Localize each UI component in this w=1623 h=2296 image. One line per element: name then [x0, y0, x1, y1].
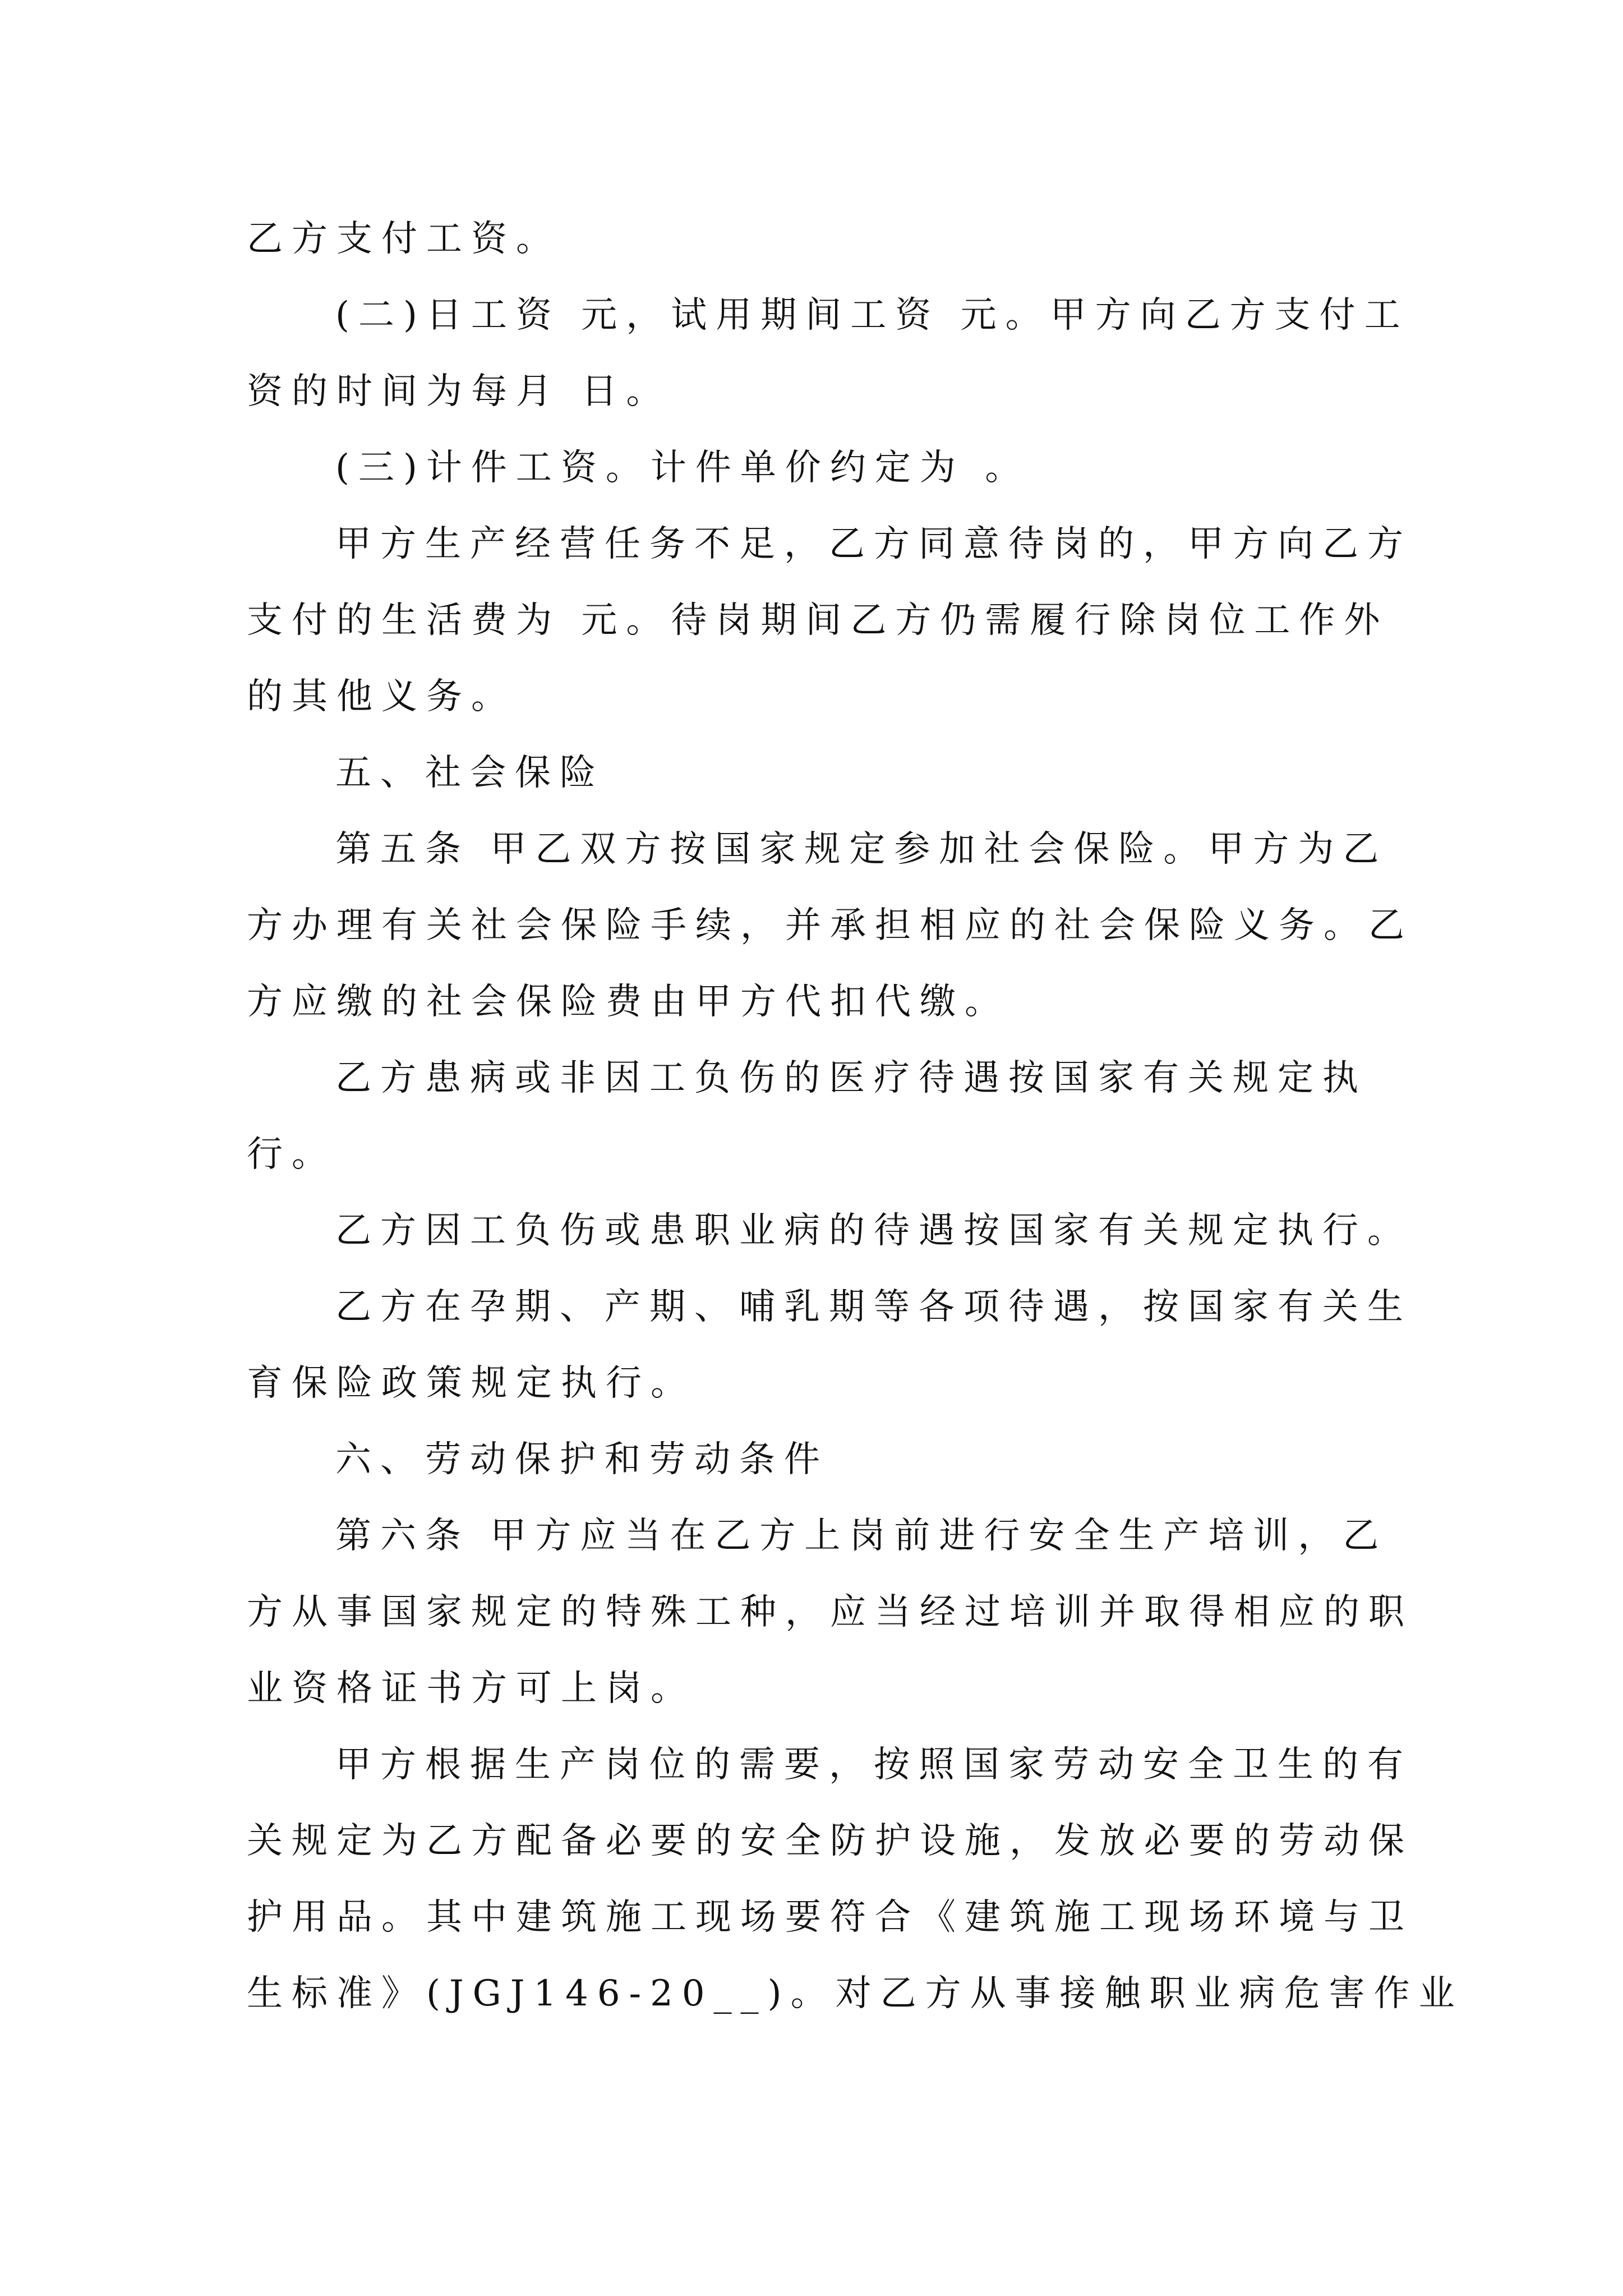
section-heading: 六、劳动保护和劳动条件: [335, 1439, 829, 1480]
text-line: 资的时间为每月 日。: [247, 371, 671, 412]
text-line: 第六条 甲方应当在乙方上岗前进行安全生产培训，乙: [335, 1515, 1388, 1557]
text-line: (二)日工资 元，试用期间工资 元。甲方向乙方支付工: [335, 295, 1409, 336]
text-line: 护用品。其中建筑施工现场要符合《建筑施工现场环境与卫: [247, 1897, 1413, 1938]
text-line: 乙方因工负伤或患职业病的待遇按国家有关规定执行。: [335, 1210, 1412, 1251]
text-line: 支付的生活费为 元。待岗期间乙方仍需履行除岗位工作外: [247, 600, 1389, 641]
text-line: 关规定为乙方配备必要的安全防护设施，发放必要的劳动保: [247, 1820, 1413, 1862]
text-line: 方从事国家规定的特殊工种，应当经过培训并取得相应的职: [247, 1591, 1413, 1633]
section-heading: 五、社会保险: [335, 752, 605, 794]
text-line: 甲方根据生产岗位的需要，按照国家劳动安全卫生的有: [335, 1744, 1412, 1786]
text-line: (三)计件工资。计件单价约定为 。: [335, 447, 1030, 489]
text-line: 乙方支付工资。: [247, 218, 561, 260]
text-line: 乙方在孕期、产期、哺乳期等各项待遇，按国家有关生: [335, 1286, 1412, 1328]
text-line: 方办理有关社会保险手续，并承担相应的社会保险义务。乙: [247, 905, 1413, 946]
text-line: 生标准》(JGJ146-20__)。对乙方从事接触职业病危害作业: [247, 1973, 1464, 2014]
text-line: 方应缴的社会保险费由甲方代扣代缴。: [247, 981, 1009, 1023]
text-line: 业资格证书方可上岗。: [247, 1668, 695, 1709]
text-line: 第五条 甲乙双方按国家规定参加社会保险。甲方为乙: [335, 829, 1388, 870]
text-line: 乙方患病或非因工负伤的医疗待遇按国家有关规定执: [335, 1057, 1367, 1099]
text-line: 甲方生产经营任务不足，乙方同意待岗的，甲方向乙方: [335, 523, 1412, 565]
text-line: 行。: [247, 1134, 336, 1175]
text-line: 育保险政策规定执行。: [247, 1363, 695, 1404]
text-line: 的其他义务。: [247, 676, 516, 717]
